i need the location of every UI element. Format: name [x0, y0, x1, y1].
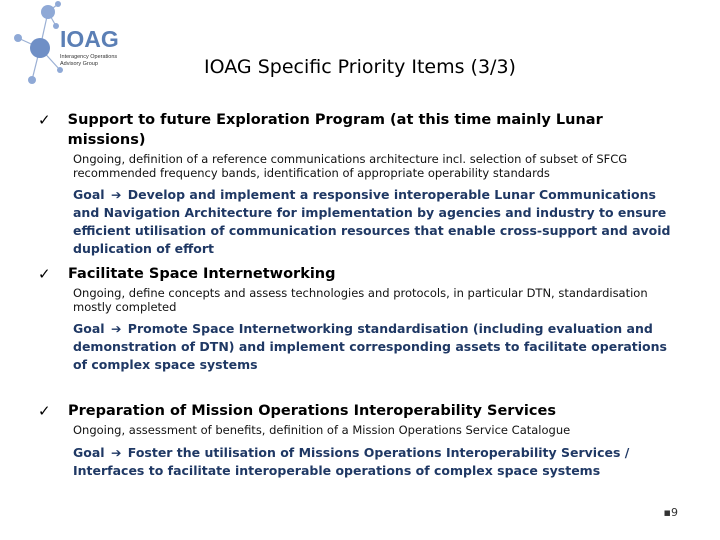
priority-item-3	[38, 401, 678, 480]
item-goal	[73, 444, 678, 480]
arrow-right-icon: ➔	[110, 444, 122, 460]
goal-text: Promote Space Internetworking standardisation (including evaluation and demonstration of DTN) and implement corresponding assets to facilitate operations of complex space systems	[73, 321, 667, 372]
item-ongoing: Ongoing, assessment of benefits, definition of a Mission Operations Service Catalogue	[73, 423, 571, 437]
priority-item-2	[38, 264, 678, 374]
arrow-right-icon: ➔	[110, 321, 122, 336]
check-icon: ✓	[38, 402, 51, 420]
item-ongoing: Ongoing, definition of a reference communications architecture incl. selection of subset of SFCG recommended frequency bands, identification of appropriate operability standards	[73, 152, 628, 180]
page-number: ▪9	[663, 506, 678, 519]
goal-text: Develop and implement a responsive interoperable Lunar Communications and Navigation Architecture for implementation by agencies and industry to ensure efficient utilisation of communication resources that enable cross-support and avoid duplication of effort	[73, 187, 671, 256]
goal-text: Foster the utilisation of Missions Operations Interoperability Services / Interfaces to facilitate interoperable operations of complex space systems	[73, 444, 630, 478]
item-goal	[73, 320, 678, 374]
logo-brand: IOAG	[60, 26, 119, 52]
item-heading: Facilitate Space Internetworking	[68, 266, 336, 282]
logo-line1: Interagency Operations	[60, 54, 118, 60]
arrow-right-icon: ➔	[110, 187, 122, 202]
check-icon: ✓	[38, 265, 51, 283]
item-heading: Support to future Exploration Program (at this time mainly Lunar missions)	[67, 112, 603, 148]
logo-line2: Advisory Group	[60, 61, 98, 67]
goal-label: Goal	[73, 444, 105, 460]
priority-item-1	[38, 110, 678, 258]
item-ongoing: Ongoing, define concepts and assess technologies and protocols, in particular DTN, standardisation mostly completed	[73, 286, 648, 314]
item-heading: Preparation of Mission Operations Interoperability Services	[68, 403, 556, 419]
goal-label: Goal	[73, 321, 105, 336]
slide-title: IOAG Specific Priority Items (3/3)	[204, 56, 516, 78]
check-icon: ✓	[38, 111, 51, 129]
ioag-logo	[8, 0, 143, 95]
goal-label: Goal	[73, 187, 105, 202]
item-goal	[73, 186, 678, 258]
